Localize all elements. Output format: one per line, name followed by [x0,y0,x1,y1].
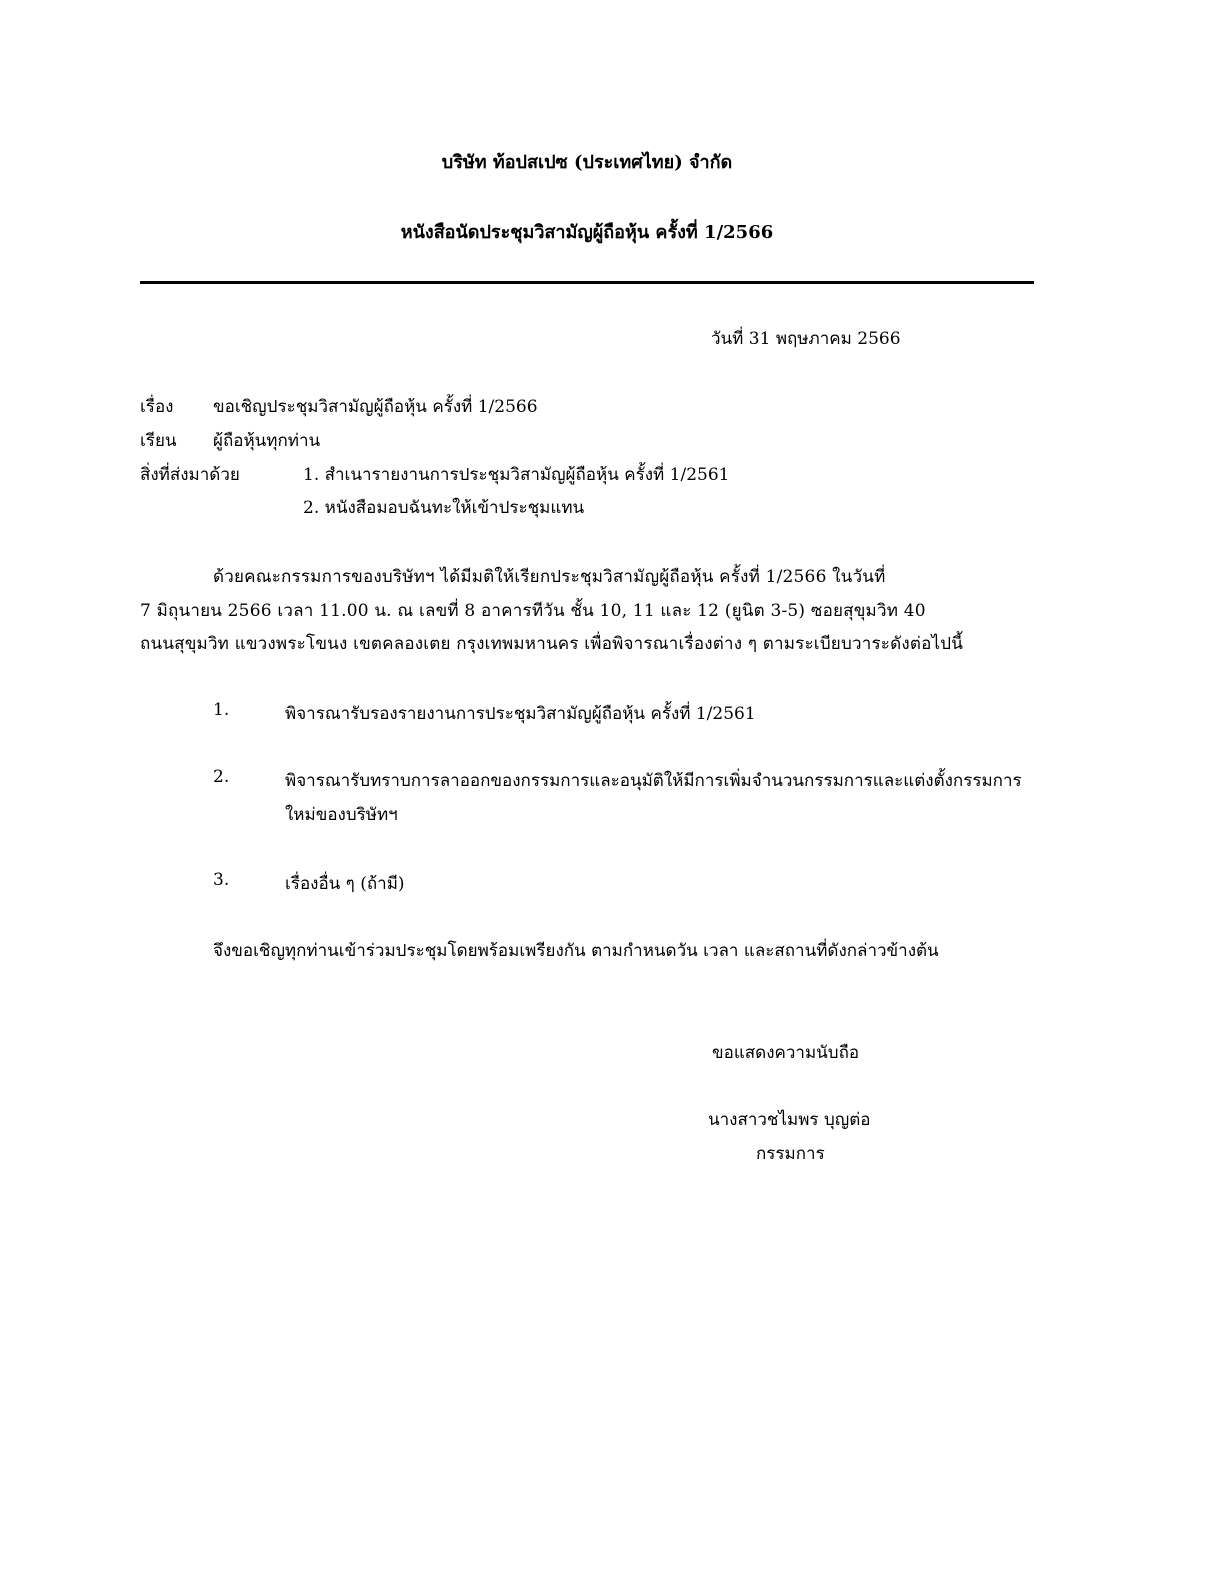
notice-title: หนังสือนัดประชุมวิสามัญผู้ถือหุ้น ครั้งที่ 1/2566 [400,222,774,243]
header-divider [140,281,1034,284]
agenda-number: 1. [213,700,230,720]
body-line: ด้วยคณะกรรมการของบริษัทฯ ได้มีมติให้เรียกประชุมวิสามัญผู้ถือหุ้น ครั้งที่ 1/2566 ในวันที่ [213,567,886,587]
enclosure-item: 2. หนังสือมอบฉันทะให้เข้าประชุมแทน [303,498,585,518]
enclosures-label: สิ่งที่ส่งมาด้วย [140,465,240,485]
signatory-position: กรรมการ [756,1144,825,1164]
letter-date: วันที่ 31 พฤษภาคม 2566 [711,329,901,349]
agenda-number: 2. [213,767,230,787]
body-line: ถนนสุขุมวิท แขวงพระโขนง เขตคลองเตย กรุงเทพมหานคร เพื่อพิจารณาเรื่องต่าง ๆ ตามระเบียบวาระดังต่อไปนี้ [140,634,964,654]
subject-value: ขอเชิญประชุมวิสามัญผู้ถือหุ้น ครั้งที่ 1/2566 [213,397,538,417]
subject-label: เรื่อง [140,397,174,417]
agenda-item-text: พิจารณารับทราบการลาออกของกรรมการและอนุมัติให้มีการเพิ่มจำนวนกรรมการและแต่งตั้งกรรมการ [285,771,1022,791]
agenda-item-text: เรื่องอื่น ๆ (ถ้ามี) [285,874,405,894]
signatory-name: นางสาวชไมพร บุญต่อ [708,1110,871,1130]
body-line: 7 มิถุนายน 2566 เวลา 11.00 น. ณ เลขที่ 8 อาคารทีวัน ชั้น 10, 11 และ 12 (ยูนิต 3-5) ซอยสุขุมวิท 40 [140,601,926,621]
agenda-item-text: ใหม่ของบริษัทฯ [285,805,398,825]
agenda-number: 3. [213,870,230,890]
company-name: บริษัท ท้อปสเปซ (ประเทศไทย) จำกัด [441,152,733,173]
recipient-value: ผู้ถือหุ้นทุกท่าน [213,431,321,451]
enclosure-item: 1. สำเนารายงานการประชุมวิสามัญผู้ถือหุ้น ครั้งที่ 1/2561 [303,465,730,485]
recipient-label: เรียน [140,431,177,451]
closing-regards: ขอแสดงความนับถือ [712,1043,860,1063]
agenda-item-text: พิจารณารับรองรายงานการประชุมวิสามัญผู้ถือหุ้น ครั้งที่ 1/2561 [285,704,756,724]
closing-invitation: จึงขอเชิญทุกท่านเข้าร่วมประชุมโดยพร้อมเพรียงกัน ตามกำหนดวัน เวลา และสถานที่ดังกล่าวข้างต้น [213,941,939,961]
